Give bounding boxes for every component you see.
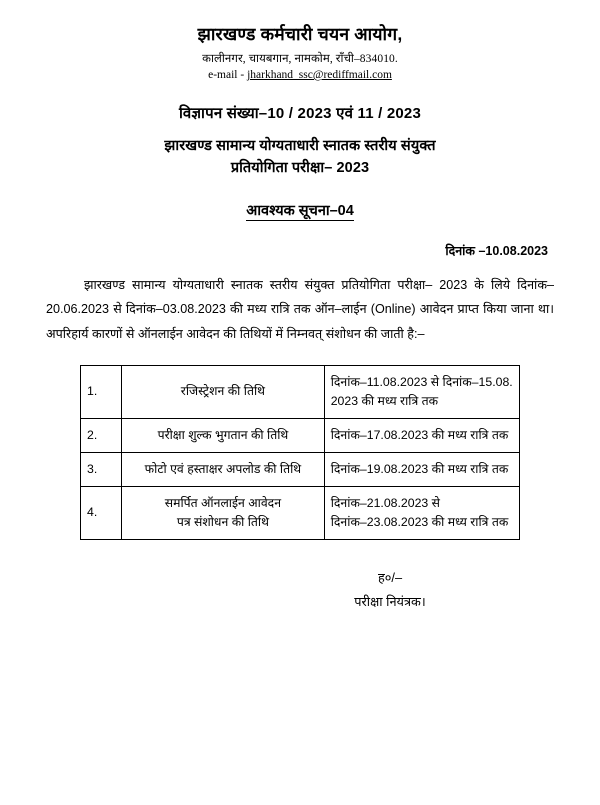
row-label-line-2: पत्र संशोधन की तिथि: [176, 514, 269, 529]
signature-mark: ह०/–: [377, 569, 403, 585]
row-serial: 4.: [81, 486, 122, 539]
email-label: e-mail -: [208, 69, 245, 81]
row-label: फोटो एवं हस्ताक्षर अपलोड की तिथि: [122, 452, 325, 486]
row-value: [324, 486, 519, 539]
notice-title-text: आवश्यक सूचना–04: [246, 202, 354, 219]
schedule-table: [80, 365, 520, 540]
exam-title: [42, 135, 558, 180]
row-label: रजिस्ट्रेशन की तिथि: [122, 365, 325, 418]
signature-designation: परीक्षा नियंत्रक।: [354, 594, 426, 610]
row-label: परीक्षा शुल्क भुगतान की तिथि: [122, 418, 325, 452]
notice-date: दिनांक –10.08.2023: [445, 243, 548, 258]
row-value-line-2: दिनांक–23.08.2023 की मध्य रात्रि तक: [330, 514, 509, 529]
organization-address: कालीनगर, चायबगान, नामकोम, राँची–834010.: [202, 53, 398, 65]
table-row: [81, 418, 520, 452]
organization-email: [42, 69, 558, 81]
row-value-line-1: दिनांक–21.08.2023 से: [330, 495, 440, 510]
organization-title: झारखण्ड कर्मचारी चयन आयोग,: [197, 24, 403, 44]
advertisement-number: विज्ञापन संख्या–10 / 2023 एवं 11 / 2023: [178, 105, 422, 122]
table-row: [81, 452, 520, 486]
row-serial: 3.: [81, 452, 122, 486]
row-value: [324, 365, 519, 418]
row-serial: 2.: [81, 418, 122, 452]
row-value: दिनांक–17.08.2023 की मध्य रात्रि तक: [324, 418, 519, 452]
row-label: [122, 486, 325, 539]
exam-title-line-1: झारखण्ड सामान्य योग्यताधारी स्नातक स्तरीय संयुक्त: [164, 138, 436, 154]
table-row: [81, 365, 520, 418]
row-label-line-1: समर्पित ऑनलाईन आवेदन: [164, 495, 282, 510]
row-value-line-2: 2023 की मध्य रात्रि तक: [330, 393, 439, 408]
row-serial: 1.: [81, 365, 122, 418]
notice-title: [42, 200, 558, 220]
row-value: दिनांक–19.08.2023 की मध्य रात्रि तक: [324, 452, 519, 486]
notice-paragraph: झारखण्ड सामान्य योग्यताधारी स्नातक स्तरीय संयुक्त प्रतियोगिता परीक्षा– 2023 के लिये दिनांक–20.06.2023 से दिनांक–03.08.2023 की मध्य रात्रि तक ऑन–लाईन (Online) आवेदन प्राप्त किया जाना था। अपरिहार्य कारणों से ऑनलाईन आवेदन की तिथियों में निम्नवत् संशोधन की जाती है:–: [46, 277, 554, 342]
exam-title-line-2: प्रतियोगिता परीक्षा– 2023: [230, 160, 370, 177]
email-address: jharkhand_ssc@rediffmail.com: [247, 69, 392, 81]
signature-block: [42, 566, 558, 615]
table-row: [81, 486, 520, 539]
row-value-line-1: दिनांक–11.08.2023 से दिनांक–15.08.: [330, 374, 513, 389]
